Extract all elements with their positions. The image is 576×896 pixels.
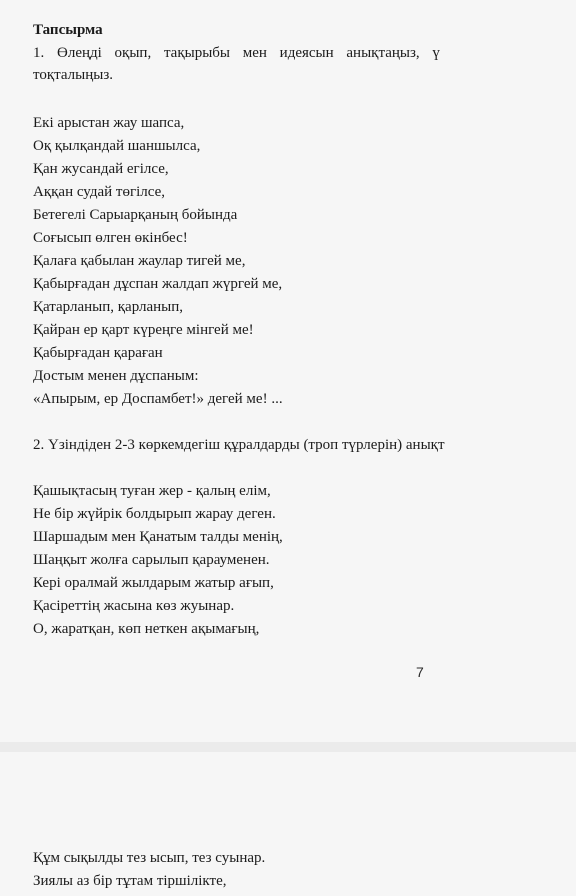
poem-1-line: Екі арыстан жау шапса, [33,115,185,131]
page-2-line: Зиялы аз бір тұтам тіршілікте, [33,873,227,889]
poem-1-line: Соғысып өлген өкінбес! [33,230,188,246]
page-2-line: Құм сықылды тез ысып, тез суынар. [33,850,266,866]
poem-2-line: Кері оралмай жылдарым жатыр ағып, [33,575,274,591]
poem-1-line: «Апырым, ер Доспамбет!» дегей ме! ... [33,391,283,407]
poem-1-line: Оқ қылқандай шаншылса, [33,138,201,154]
poem-1-line: Достым менен дұспаным: [33,368,199,384]
poem-1-line: Қалаға қабылан жаулар тигей ме, [33,253,246,269]
poem-2-line: Шаңқыт жолға сарылып қарауменен. [33,552,270,568]
poem-1-line: Қатарланып, қарланып, [33,299,184,315]
poem-2-line: Шаршадым мен Қанатым талды менің, [33,529,283,545]
document-page-2 [0,752,576,896]
page-title: Тапсырма [33,22,103,38]
poem-1-line: Қабырғадан қараған [33,345,163,361]
task-1-line-2: тоқталыңыз. [33,67,114,83]
poem-2-line: Қасіреттің жасына көз жуынар. [33,598,235,614]
poem-2-line: Не бір жүйрік болдырып жарау деген. [33,506,276,522]
poem-1-line: Қайран ер қарт күреңге мінгей ме! [33,322,254,338]
page-number: 7 [416,664,424,680]
poem-2-line: О, жаратқан, көп неткен ақымағың, [33,621,260,637]
task-1-line-1: 1. Өлеңді оқып, тақырыбы мен идеясын анықтаңыз, ү [33,45,440,61]
task-2-line: 2. Үзіндіден 2-3 көркемдегіш құралдарды (троп түрлерін) анықт [33,437,445,453]
poem-1-line: Қан жусандай егілсе, [33,161,169,177]
poem-2-line: Қашықтасың туған жер - қалың елім, [33,483,271,499]
poem-1-line: Аққан судай төгілсе, [33,184,166,200]
poem-1-line: Бетегелі Сарыарқаның бойында [33,207,238,223]
poem-1-line: Қабырғадан дұспан жалдап жүргей ме, [33,276,283,292]
